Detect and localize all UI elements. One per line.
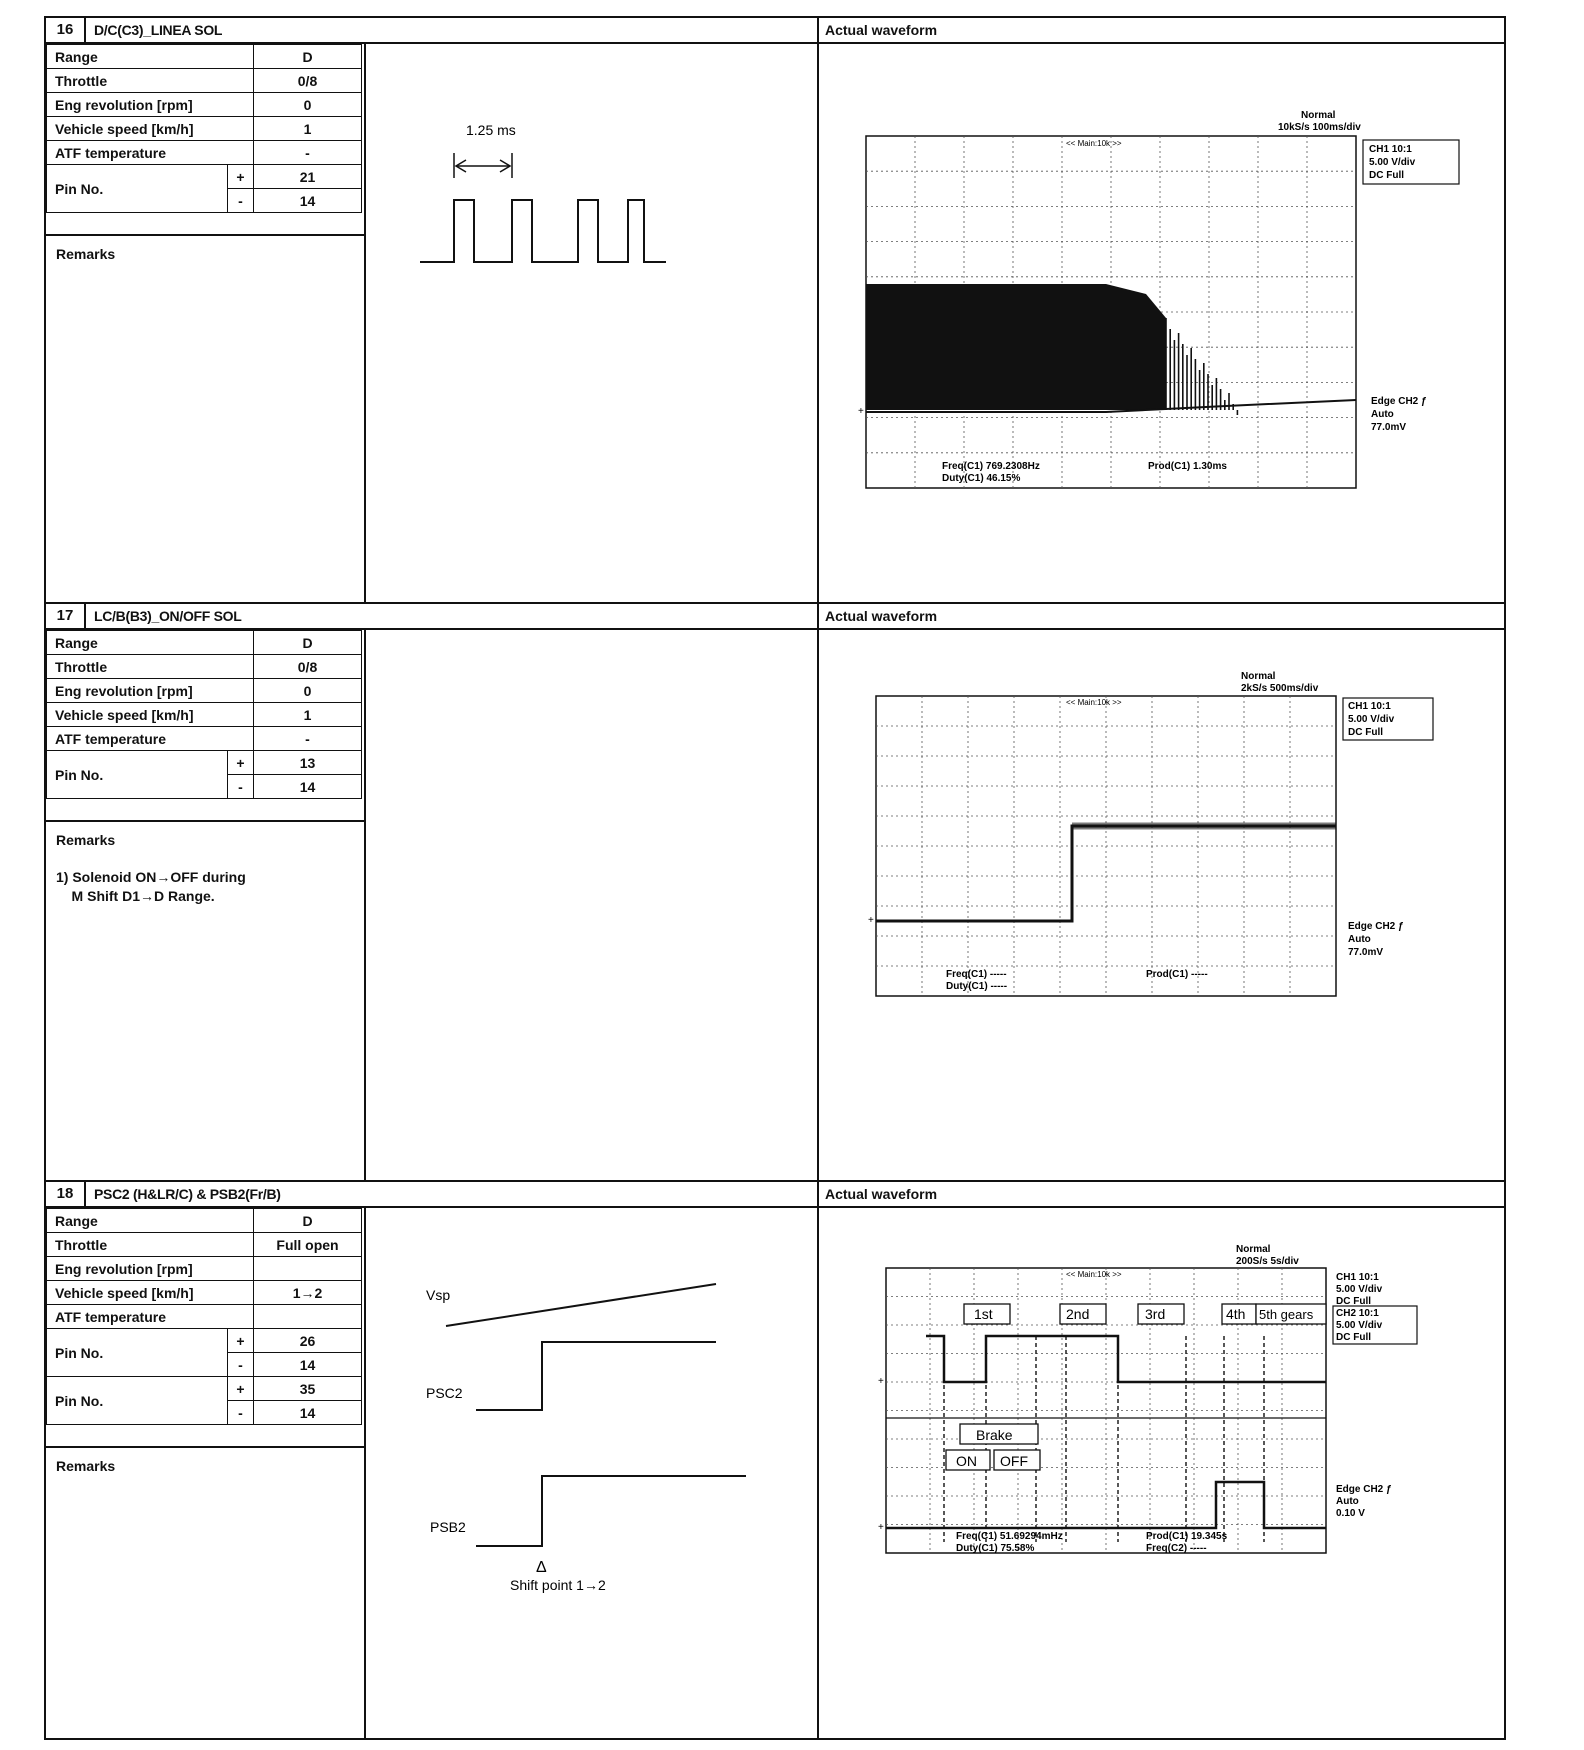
brake-off-label: OFF: [1000, 1453, 1028, 1469]
param-label: Range: [47, 1209, 254, 1233]
oscilloscope-screen: [858, 88, 1506, 498]
param-row: [47, 1305, 362, 1329]
oscilloscope-screen: [878, 1242, 1496, 1602]
param-value: [254, 1257, 362, 1281]
param-row: [47, 703, 362, 727]
scope-coupling: DC Full: [1369, 170, 1404, 181]
remarks-divider: [46, 234, 364, 236]
psb2-label: PSB2: [430, 1519, 466, 1535]
scope-vdiv: 5.00 V/div: [1336, 1284, 1383, 1295]
param-value: D: [254, 45, 362, 69]
scope-auto: Auto: [1348, 934, 1371, 945]
scope-rate: 200S/s 5s/div: [1236, 1256, 1299, 1267]
svg-text:+: +: [858, 406, 864, 417]
ideal-waveform-diagram: [416, 98, 716, 278]
brake-label: Brake: [976, 1427, 1013, 1443]
param-label: Throttle: [47, 69, 254, 93]
param-label: Throttle: [47, 655, 254, 679]
section-title-row: [46, 604, 1504, 630]
actual-waveform-label: Actual waveform: [825, 608, 938, 624]
remarks-divider: [46, 1446, 364, 1448]
pin-minus-value: 14: [254, 775, 362, 799]
section-number: 16: [46, 18, 86, 42]
pin-plus-sign: +: [228, 165, 254, 189]
param-label: ATF temperature: [47, 1305, 254, 1329]
svg-text:+: +: [868, 915, 874, 926]
param-row: [47, 679, 362, 703]
param-label: Range: [47, 631, 254, 655]
scope-main-label: << Main:10k >>: [1066, 139, 1122, 148]
param-row: [47, 141, 362, 165]
pin-minus-sign: -: [228, 1401, 254, 1425]
pin-minus-sign: -: [228, 775, 254, 799]
param-value: Full open: [254, 1233, 362, 1257]
column-divider: [364, 630, 366, 1182]
column-divider: [364, 1208, 366, 1740]
parameter-table: [46, 44, 362, 213]
param-value: 1: [254, 703, 362, 727]
scope-measure-duty: Duty(C1) 46.15%: [942, 473, 1021, 484]
column-divider: [817, 604, 819, 1182]
scope-rate: 2kS/s 500ms/div: [1241, 683, 1319, 694]
scope-ch2: CH2 10:1: [1336, 1308, 1379, 1319]
param-row: [47, 1209, 362, 1233]
pin-label: Pin No.: [47, 165, 228, 213]
section-18: [46, 1180, 1504, 1738]
pin-row: [47, 1329, 362, 1353]
param-label: ATF temperature: [47, 141, 254, 165]
pin-label: Pin No.: [47, 1329, 228, 1377]
section-title: D/C(C3)_LINEA SOL: [94, 22, 223, 38]
param-label: Vehicle speed [km/h]: [47, 703, 254, 727]
psb2-trace: [476, 1476, 746, 1546]
param-row: [47, 1257, 362, 1281]
param-value: 1→2: [254, 1281, 362, 1305]
section-number: 18: [46, 1182, 86, 1206]
scope-vdiv: 5.00 V/div: [1348, 714, 1395, 725]
scope-ch1: CH1 10:1: [1369, 144, 1412, 155]
waveform-sheet: [44, 16, 1506, 1740]
param-label: Eng revolution [rpm]: [47, 1257, 254, 1281]
section-number: 17: [46, 604, 86, 628]
pin-minus-sign: -: [228, 1353, 254, 1377]
pin-plus-sign: +: [228, 1377, 254, 1401]
psc2-trace: [476, 1342, 716, 1410]
scope-measure-duty: Duty(C1) -----: [946, 981, 1008, 992]
scope-trigger-level: 0.10 V: [1336, 1508, 1365, 1519]
param-value: 1: [254, 117, 362, 141]
brake-on-label: ON: [956, 1453, 977, 1469]
scope-coupling: DC Full: [1348, 727, 1383, 738]
param-row: [47, 117, 362, 141]
period-label: 1.25 ms: [466, 122, 516, 138]
param-label: Range: [47, 45, 254, 69]
pin-row: [47, 165, 362, 189]
scope-measure-freq: Freq(C1) 769.2308Hz: [942, 461, 1040, 472]
param-value: -: [254, 727, 362, 751]
pin-row: [47, 1377, 362, 1401]
column-divider: [817, 1182, 819, 1740]
param-row: [47, 1281, 362, 1305]
remarks-label: Remarks: [56, 832, 116, 848]
scope-auto: Auto: [1336, 1496, 1359, 1507]
remarks: [56, 832, 246, 906]
param-value: D: [254, 1209, 362, 1233]
scope-ch1: CH1 10:1: [1348, 701, 1391, 712]
param-label: Vehicle speed [km/h]: [47, 1281, 254, 1305]
scope-trigger-level: 77.0mV: [1371, 422, 1407, 433]
pin-minus-sign: -: [228, 189, 254, 213]
scope-measure-freq: Freq(C1) 51.69294mHz: [956, 1531, 1063, 1542]
param-value: 0/8: [254, 655, 362, 679]
param-value: [254, 1305, 362, 1329]
scope-coupling2: DC Full: [1336, 1332, 1371, 1343]
psc2-label: PSC2: [426, 1385, 463, 1401]
gear-label: 3rd: [1145, 1306, 1166, 1322]
remarks: [56, 1458, 115, 1474]
section-title: PSC2 (H&LR/C) & PSB2(Fr/B): [94, 1186, 281, 1202]
scope-vdiv: 5.00 V/div: [1369, 157, 1416, 168]
vsp-ramp: [446, 1284, 716, 1326]
scope-rate: 10kS/s 100ms/div: [1278, 122, 1361, 133]
scope-measure-freq: Freq(C1) -----: [946, 969, 1007, 980]
svg-text:+: +: [878, 1376, 884, 1387]
shift-triangle: Δ: [536, 1559, 547, 1576]
scope-measure-prod: Prod(C1) -----: [1146, 969, 1208, 980]
param-value: D: [254, 631, 362, 655]
param-label: Vehicle speed [km/h]: [47, 117, 254, 141]
pin-plus-value: 13: [254, 751, 362, 775]
param-value: 0/8: [254, 69, 362, 93]
param-label: Eng revolution [rpm]: [47, 93, 254, 117]
remarks-label: Remarks: [56, 246, 116, 262]
pin-plus-value: 35: [254, 1377, 362, 1401]
scope-auto: Auto: [1371, 409, 1394, 420]
svg-text:+: +: [878, 1522, 884, 1533]
pin-plus-sign: +: [228, 1329, 254, 1353]
scope-coupling: DC Full: [1336, 1296, 1371, 1307]
param-row: [47, 45, 362, 69]
param-row: [47, 727, 362, 751]
scope-measure-freq2: Freq(C2) -----: [1146, 1543, 1207, 1554]
pin-plus-sign: +: [228, 751, 254, 775]
param-value: 0: [254, 93, 362, 117]
gear-label: 1st: [974, 1306, 993, 1322]
pwm-signal-block: [866, 284, 1106, 410]
param-row: [47, 631, 362, 655]
param-row: [47, 69, 362, 93]
pulse-train: [420, 200, 666, 262]
pin-minus-value: 14: [254, 1401, 362, 1425]
oscilloscope-screen: [868, 664, 1496, 1064]
section-title-row: [46, 18, 1504, 44]
actual-waveform-label: Actual waveform: [825, 1186, 938, 1202]
parameter-table: [46, 1208, 362, 1425]
param-value: -: [254, 141, 362, 165]
pin-row: [47, 751, 362, 775]
param-row: [47, 655, 362, 679]
scope-vdiv2: 5.00 V/div: [1336, 1320, 1383, 1331]
scope-ch1: CH1 10:1: [1336, 1272, 1379, 1283]
scope-edge: Edge CH2 ƒ: [1348, 921, 1404, 932]
section-16: [46, 18, 1504, 602]
section-title-row: [46, 1182, 1504, 1208]
param-label: ATF temperature: [47, 727, 254, 751]
remarks-text: 1) Solenoid ON→OFF during M Shift D1→D Range.: [56, 869, 246, 904]
scope-mode: Normal: [1236, 1244, 1271, 1255]
param-value: 0: [254, 679, 362, 703]
pin-label: Pin No.: [47, 751, 228, 799]
parameter-table: [46, 630, 362, 799]
column-divider: [817, 18, 819, 602]
param-label: Eng revolution [rpm]: [47, 679, 254, 703]
pin-label: Pin No.: [47, 1377, 228, 1425]
scope-measure-prod: Prod(C1) 1.30ms: [1148, 461, 1227, 472]
pin-plus-value: 21: [254, 165, 362, 189]
scope-measure-duty: Duty(C1) 75.58%: [956, 1543, 1035, 1554]
pin-minus-value: 14: [254, 1353, 362, 1377]
remarks-label: Remarks: [56, 1458, 116, 1474]
remarks-divider: [46, 820, 364, 822]
section-17: [46, 602, 1504, 1180]
param-row: [47, 1233, 362, 1257]
pin-minus-value: 14: [254, 189, 362, 213]
scope-edge: Edge CH2 ƒ: [1371, 396, 1427, 407]
actual-waveform-label: Actual waveform: [825, 22, 938, 38]
gear-label: 5th gears: [1259, 1307, 1314, 1322]
scope-main-label: << Main:10k >>: [1066, 1270, 1122, 1279]
vsp-label: Vsp: [426, 1287, 451, 1303]
remarks: [56, 246, 115, 262]
pin-plus-value: 26: [254, 1329, 362, 1353]
shift-point-label: Shift point 1→2: [510, 1577, 606, 1593]
section-title: LC/B(B3)_ON/OFF SOL: [94, 608, 242, 624]
gear-label: 2nd: [1066, 1306, 1090, 1322]
scope-main-label: << Main:10k >>: [1066, 698, 1122, 707]
param-label: Throttle: [47, 1233, 254, 1257]
ideal-timing-diagram: [426, 1232, 806, 1592]
column-divider: [364, 44, 366, 602]
gear-label: 4th: [1226, 1306, 1246, 1322]
scope-mode: Normal: [1241, 671, 1276, 682]
scope-mode: Normal: [1301, 110, 1336, 121]
scope-edge: Edge CH2 ƒ: [1336, 1484, 1392, 1495]
scope-measure-prod: Prod(C1) 19.345s: [1146, 1531, 1228, 1542]
scope-trigger-level: 77.0mV: [1348, 947, 1384, 958]
param-row: [47, 93, 362, 117]
